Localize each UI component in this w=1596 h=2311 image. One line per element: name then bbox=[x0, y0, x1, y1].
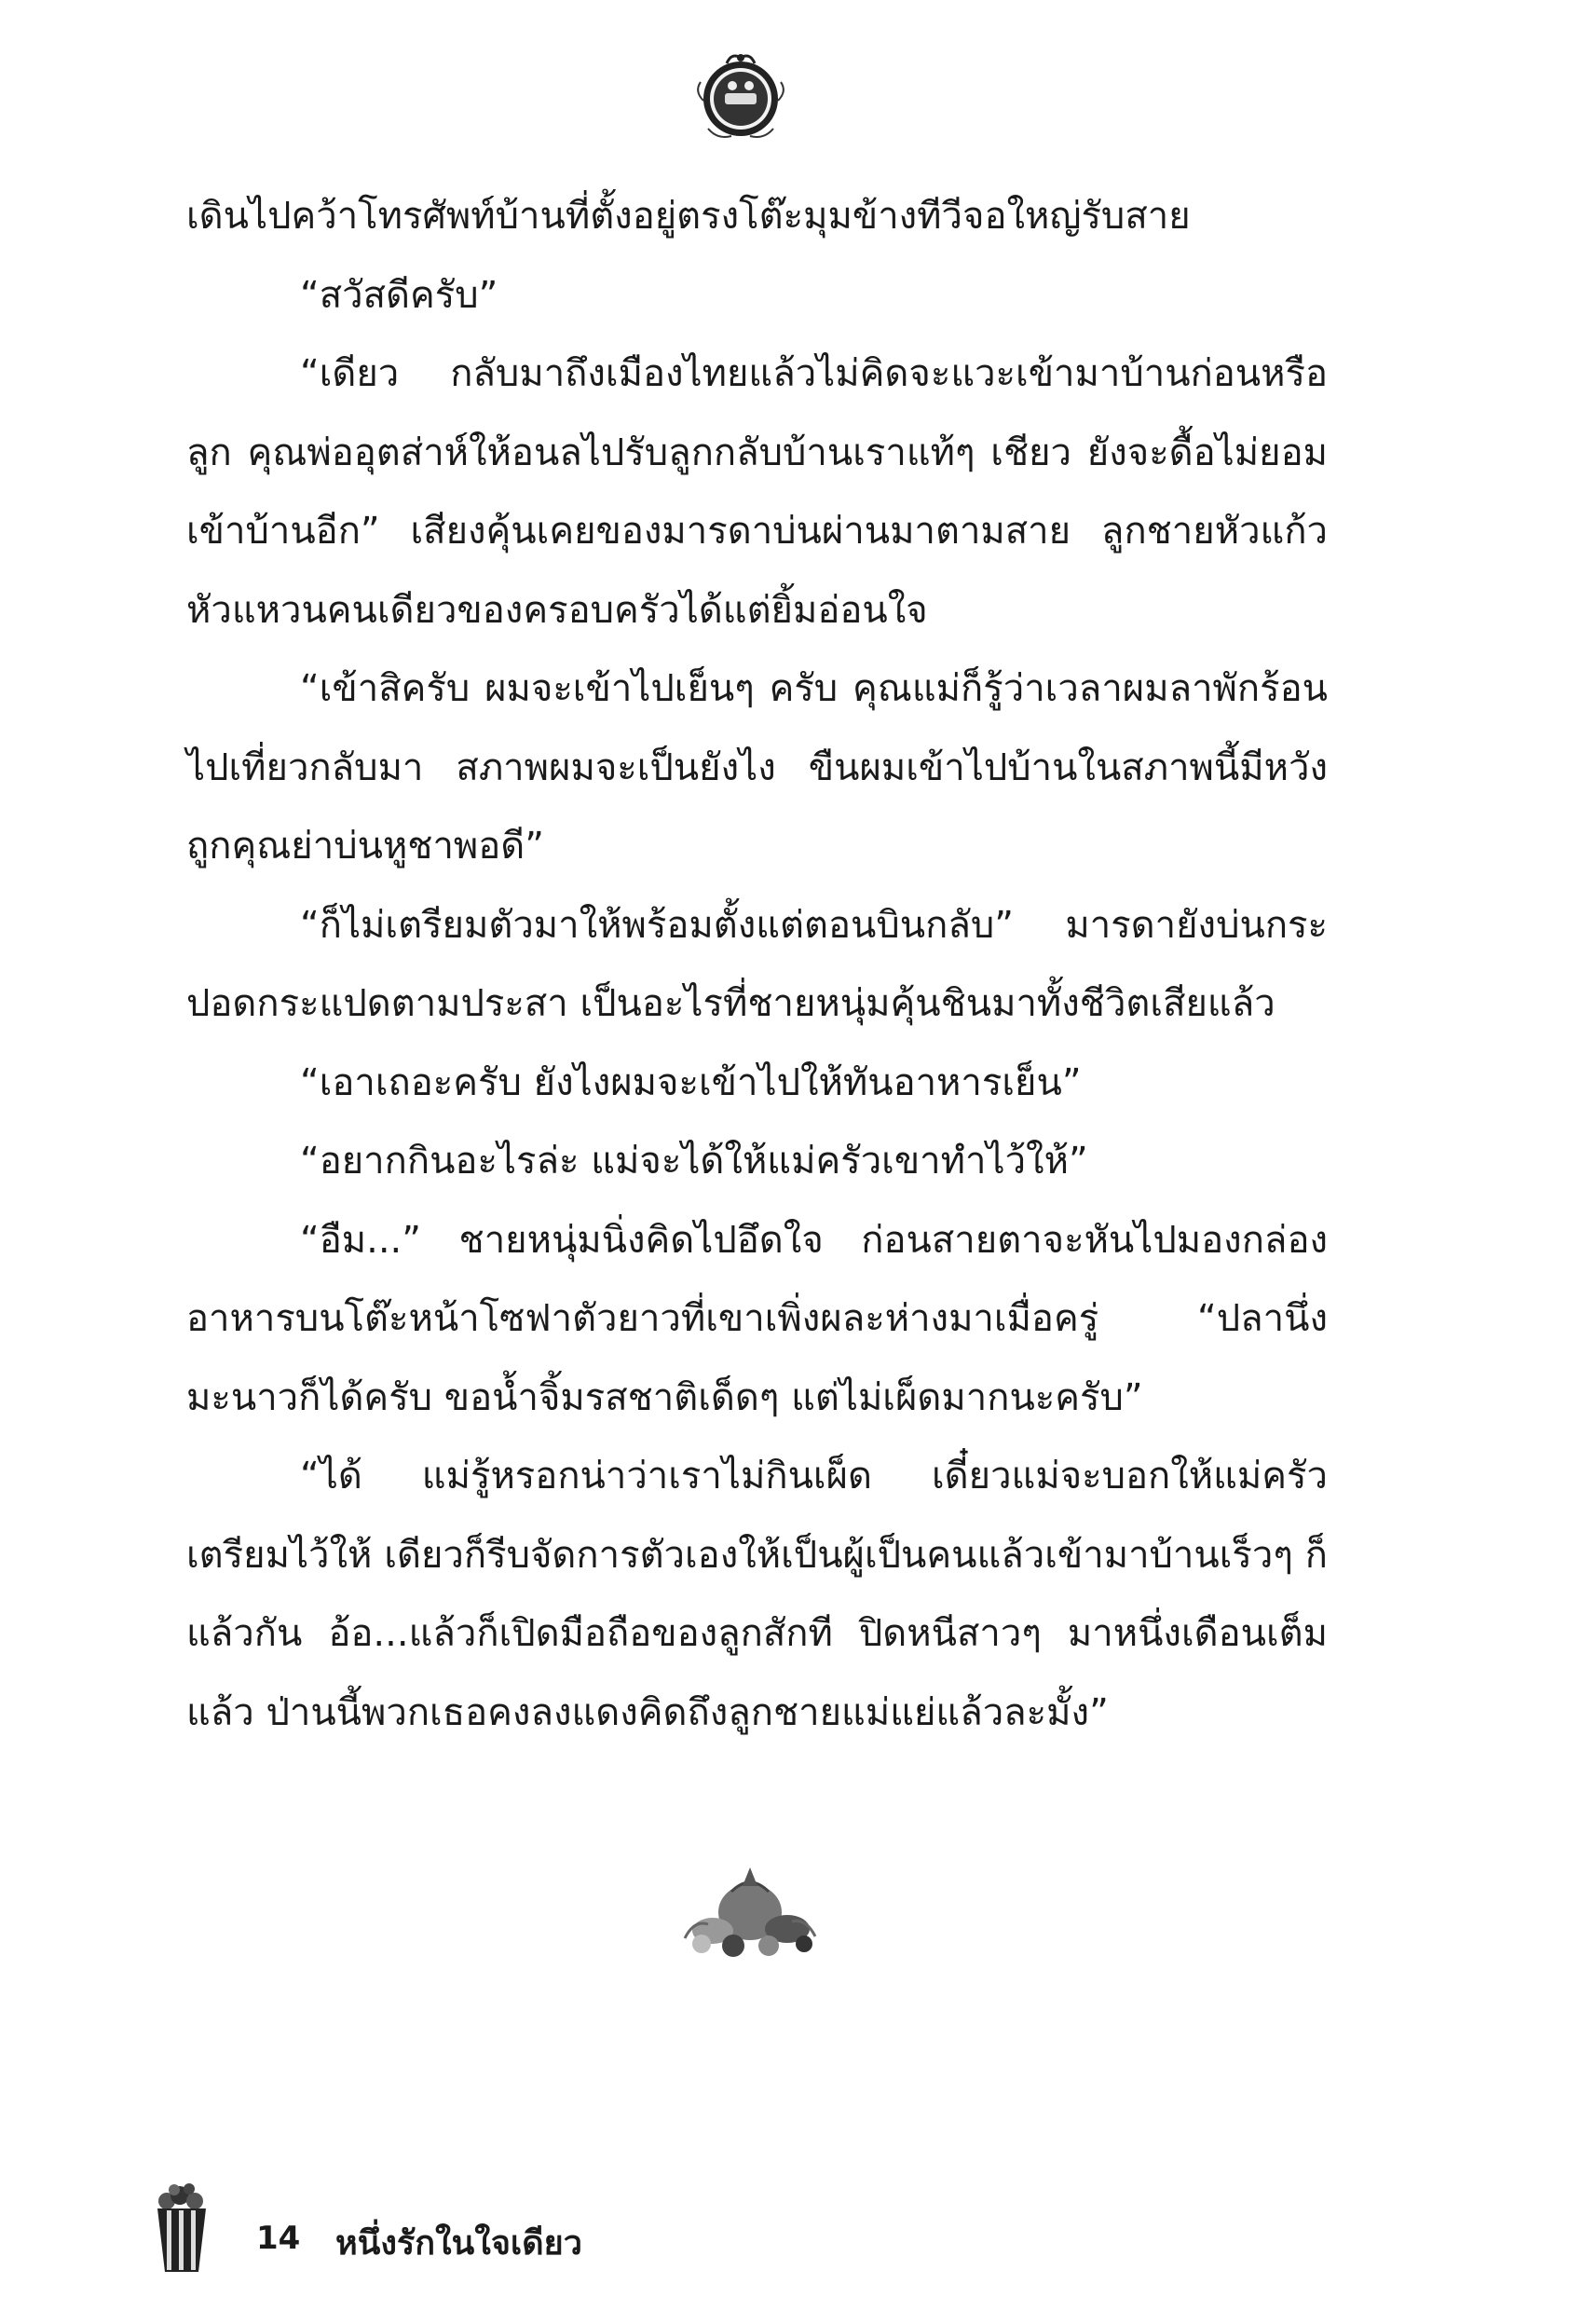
paragraph: “สวัสดีครับ” bbox=[300, 273, 498, 317]
page-footer bbox=[154, 2181, 713, 2283]
paragraph: “ก็ไม่เตรียมตัวมาให้พร้อมตั้งแต่ตอนบินกลับ” มารดายังบ่นกระปอดกระแปดตามประสา เป็นอะไรที่ชายหนุ่มคุ้นชินมาทั้งชีวิตเสียแล้ว bbox=[186, 903, 1328, 1025]
vegetable-basket-ornament bbox=[675, 1854, 825, 1959]
paragraph: “เอาเถอะครับ ยังไงผมจะเข้าไปให้ทันอาหารเย็น” bbox=[300, 1060, 1082, 1104]
story-text bbox=[186, 177, 1328, 1752]
paragraph: “เข้าสิครับ ผมจะเข้าไปเย็นๆ ครับ คุณแม่ก็รู้ว่าเวลาผมลาพักร้อนไปเที่ยวกลับมา สภาพผมจะเป็นยังไง ขืนผมเข้าไปบ้านในสภาพนี้มีหวังถูกคุณย่าบ่นหูชาพอดี” bbox=[186, 667, 1328, 868]
popcorn-bucket-icon bbox=[154, 2181, 210, 2274]
paragraph: เดินไปคว้าโทรศัพท์บ้านที่ตั้งอยู่ตรงโต๊ะมุมข้างทีวีจอใหญ่รับสาย bbox=[186, 195, 1191, 238]
paragraph: “อยากกินอะไรล่ะ แม่จะได้ให้แม่ครัวเขาทำไว้ให้” bbox=[300, 1140, 1088, 1183]
page-number: 14 bbox=[256, 2220, 301, 2257]
paragraph: “เดียว กลับมาถึงเมืองไทยแล้วไม่คิดจะแวะเข้ามาบ้านก่อนหรือลูก คุณพ่ออุตส่าห์ให้อนลไปรับลูกกลับบ้านเราแท้ๆ เชียว ยังจะดื้อไม่ยอมเข้าบ้านอีก” เสียงคุ้นเคยของมารดาบ่นผ่านมาตามสาย ลูกชายหัวแก้วหัวแหวนคนเดียวของครอบครัวได้แต่ยิ้มอ่อนใจ bbox=[186, 352, 1328, 632]
paragraph: “ได้ แม่รู้หรอกน่าว่าเราไม่กินเผ็ด เดี๋ยวแม่จะบอกให้แม่ครัวเตรียมไว้ให้ เดียวก็รีบจัดการตัวเองให้เป็นผู้เป็นคนแล้วเข้ามาบ้านเร็วๆ ก็แล้วกัน อ้อ...แล้วก็เปิดมือถือของลูกสักที ปิดหนีสาวๆ มาหนึ่งเดือนเต็มแล้ว ป่านนี้พวกเธอคงลงแดงคิดถึงลูกชายแม่แย่แล้วละมั้ง” bbox=[186, 1455, 1328, 1734]
paragraph: “อืม...” ชายหนุ่มนิ่งคิดไปอึดใจ ก่อนสายตาจะหันไปมองกล่องอาหารบนโต๊ะหน้าโซฟาตัวยาวที่เขาเพิ่งผละห่างมาเมื่อครู่ “ปลานึ่งมะนาวก็ได้ครับ ขอน้ำจิ้มรสชาติเด็ดๆ แต่ไม่เผ็ดมากนะครับ” bbox=[186, 1218, 1328, 1419]
ornamental-crest-logo bbox=[689, 45, 792, 147]
book-title: หนึ่งรักในใจเดียว bbox=[335, 2224, 582, 2263]
